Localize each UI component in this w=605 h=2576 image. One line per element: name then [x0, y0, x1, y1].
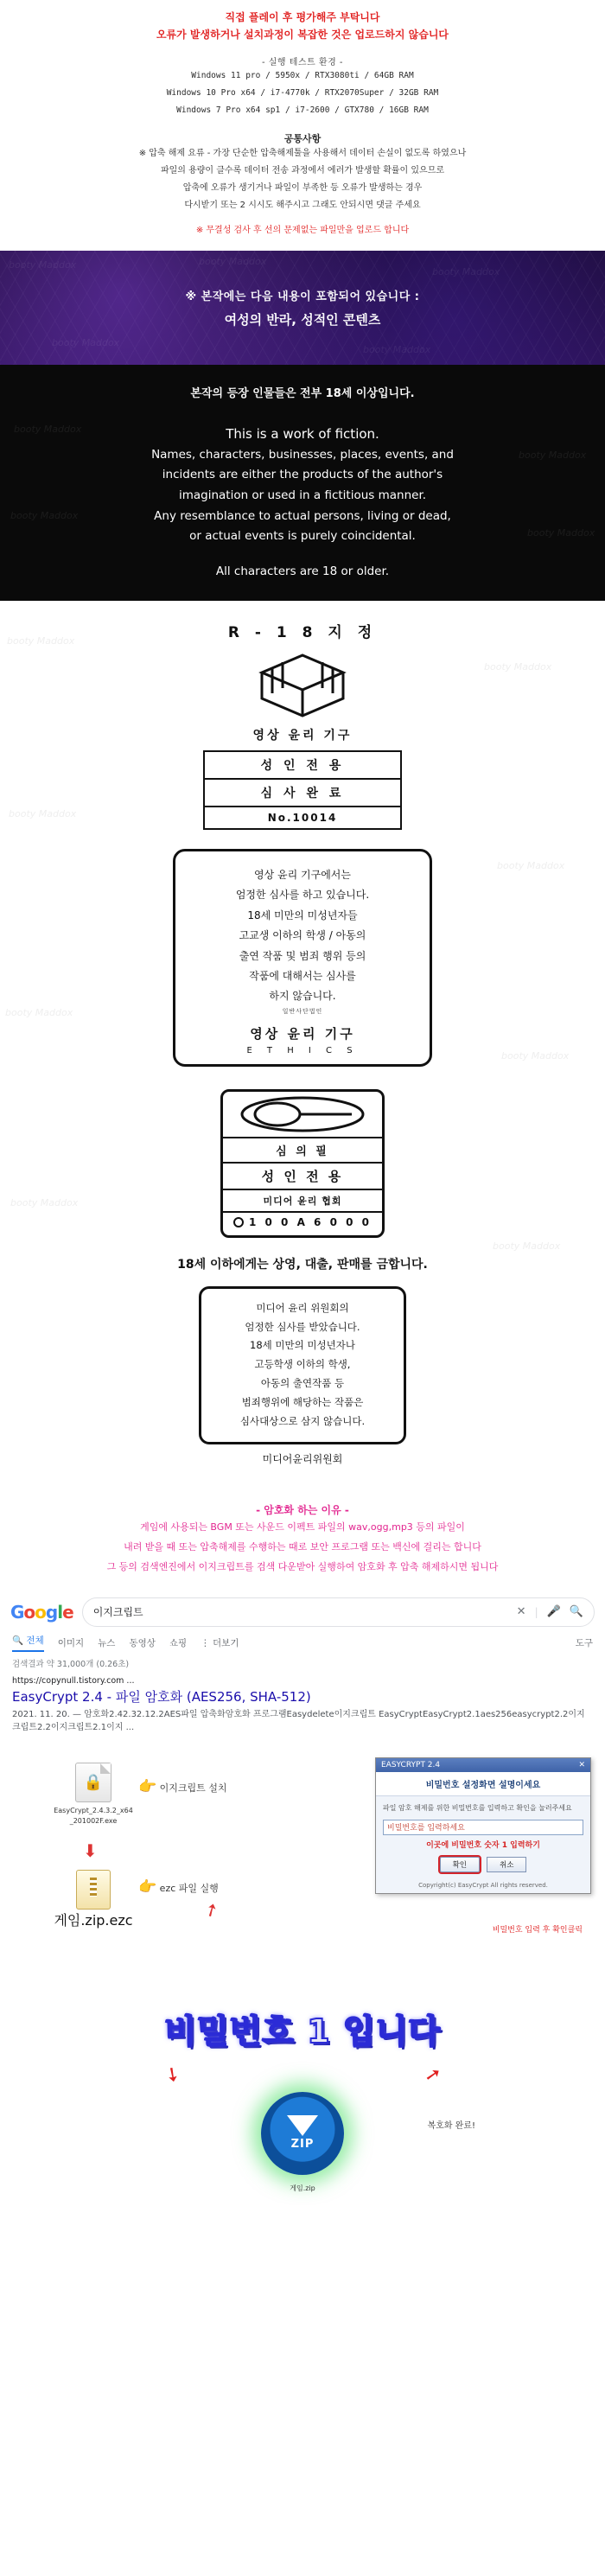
pointing-hand-icon: 👉: [138, 1878, 157, 1896]
installer-file[interactable]: [41, 1763, 145, 1827]
google-tabs: [0, 1627, 605, 1652]
logo-letter: l: [57, 1601, 63, 1623]
password-field[interactable]: [383, 1820, 583, 1835]
seal-row-reviewed: 심 의 필: [223, 1137, 382, 1162]
circle-mark-icon: [233, 1217, 244, 1227]
result-stats: 검색결과 약 31,000개 (0.26초): [12, 1659, 130, 1669]
google-logo: [10, 1602, 73, 1623]
fiction-line-5: Any resemblance to actual persons, living or dead,: [154, 508, 451, 523]
decryption-complete-note: 복호화 완료!: [427, 2120, 475, 2131]
cube-icon: [255, 650, 350, 721]
eth-row-number: No.10014: [205, 806, 400, 828]
common-title: 공통사항: [283, 132, 322, 144]
ethics-word: E T H I C S: [246, 1045, 359, 1055]
ethics-line-2: 엄정한 심사를 하고 있습니다.: [235, 889, 370, 902]
logo-letter: e: [62, 1601, 73, 1623]
notice-red-line-2: 오류가 발생하거나 설치과정이 복잡한 것은 업로드하지 않습니다: [156, 29, 449, 41]
watermark-text: booty Maddox: [14, 423, 82, 435]
tab-all[interactable]: 🔍 전체: [12, 1634, 44, 1652]
dialog-note: 파일 암호 해제를 위한 비밀번호를 입력하고 확인을 눌러주세요: [383, 1803, 572, 1812]
ok-button[interactable]: 확인: [440, 1857, 480, 1872]
r18-title: R - 1 8 지 정: [227, 623, 378, 641]
zip-triangle-glyph: [287, 2115, 318, 2136]
microphone-icon[interactable]: 🎤: [546, 1605, 561, 1619]
watermark-text: booty Maddox: [527, 526, 595, 539]
media-ethics-seal: [220, 1089, 385, 1238]
spec-line-3: Windows 7 Pro x64 sp1 / i7-2600 / GTX780 / 16GB RAM: [176, 105, 429, 115]
watermark-text: booty Maddox: [519, 449, 587, 461]
search-query-text[interactable]: 이지크립트: [92, 1606, 143, 1619]
watermark-text: booty Maddox: [10, 1196, 79, 1208]
spec-line-2: Windows 10 Pro x64 / i7-4770k / RTX2070Super / 32GB RAM: [166, 87, 439, 98]
watermark-text: booty Maddox: [5, 1006, 73, 1018]
ethics-brand: 영상 윤리 기구: [250, 1025, 355, 1042]
dialog-footer: Copyright(c) EasyCrypt All rights reserved.: [418, 1881, 548, 1889]
tab-news[interactable]: 뉴스: [98, 1637, 116, 1648]
installer-file-name: EasyCrypt_2.4.3.2_x64 _201002F.exe: [54, 1806, 133, 1825]
result-title[interactable]: EasyCrypt 2.4 - 파일 암호화 (AES256, SHA-512): [12, 1688, 311, 1705]
close-icon[interactable]: ✕: [578, 1760, 585, 1769]
ethics-line-5: 출연 작품 및 범죄 행위 등의: [239, 949, 366, 962]
result-url[interactable]: https://copynull.tistory.com ...: [12, 1675, 135, 1686]
encryption-reason-title: - 암호화 하는 이유 -: [256, 1503, 349, 1516]
final-file-name: 게임.zip: [290, 2184, 315, 2192]
install-step-label: [138, 1778, 227, 1795]
dialog-body: [376, 1796, 590, 1879]
ethics-line-3: 18세 미만의 미성년자들: [247, 909, 358, 921]
encryption-reason-line-2: 내려 받을 때 또는 압축해제를 수행하는 때로 보안 프로그램 또는 백신에 걸리는 합니다: [124, 1540, 481, 1553]
clear-icon[interactable]: ✕: [516, 1605, 526, 1619]
notice-section: [0, 0, 605, 251]
ethics-line-1: 영상 윤리 기구에서는: [254, 868, 351, 881]
ethics-line-4: 고교생 이하의 학생 / 아동의: [239, 929, 366, 942]
exe-file-icon[interactable]: [75, 1763, 111, 1802]
eth-row-review-complete: 심 사 완 료: [205, 778, 400, 806]
easycrypt-dialog[interactable]: [375, 1757, 591, 1894]
warning-line-3: 본작의 등장 인물들은 전부 18세 이상입니다.: [190, 386, 415, 400]
eth-row-adults-only: 성 인 전 용: [260, 758, 345, 773]
seal-code-text: 1 0 0 A 6 0 0 0: [249, 1215, 372, 1228]
lock-icon: 🔒: [83, 1773, 104, 1792]
age-restriction-warning: 18세 이하에게는 상영, 대출, 판매를 금합니다.: [177, 1257, 428, 1272]
watermark-text: booty Maddox: [363, 343, 431, 355]
encryption-reason-line-1: 게임에 사용되는 BGM 또는 사운드 이펙트 파일의 wav,ogg,mp3 등의 파일이: [140, 1521, 465, 1533]
notice-body-3: 압축에 오류가 생기거나 파일이 부족한 등 오류가 발생하는 경우: [182, 182, 423, 193]
dialog-titlebar: [376, 1758, 590, 1772]
watermark-text: booty Maddox: [484, 660, 552, 673]
password-banner-section: [0, 1999, 605, 2054]
cancel-button[interactable]: 취소: [487, 1857, 526, 1872]
seal-row-adults-only: 성 인 전 용: [223, 1162, 382, 1189]
seal-row-association: 미디어 윤리 협회: [223, 1189, 382, 1211]
curved-arrow-icon: ➘: [159, 2061, 185, 2088]
fiction-disclaimer: [0, 423, 605, 547]
encryption-reason-line-3: 그 등의 검색엔진에서 이지크립트를 검색 다운받아 실행하여 암호화 후 압축 해제하시면 됩니다: [106, 1560, 499, 1572]
ezc-label-text: ezc 파일 실행: [159, 1882, 219, 1894]
tools-button[interactable]: 도구: [575, 1637, 593, 1648]
watermark-text: booty Maddox: [432, 265, 500, 277]
google-search-bar: [0, 1592, 605, 1627]
media-line-4: 고등학생 이하의 학생,: [254, 1358, 351, 1371]
pointing-hand-icon: 👉: [138, 1777, 157, 1795]
diagonal-arrow-icon: ➚: [200, 1897, 223, 1922]
logo-letter: g: [45, 1601, 58, 1623]
decrypted-zip-icon[interactable]: [261, 2092, 344, 2175]
zip-label: ZIP: [290, 2138, 315, 2152]
watermark-text: booty Maddox: [501, 1049, 570, 1062]
fiction-line-2: Names, characters, businesses, places, events, and: [151, 447, 454, 462]
search-result-item[interactable]: [0, 1671, 605, 1735]
tab-videos[interactable]: 동영상: [129, 1637, 156, 1648]
cube-caption: 영상 윤리 기구: [252, 728, 353, 743]
password-field-value[interactable]: 비밀번호를 입력하세요: [387, 1824, 465, 1833]
watermark-text: booty Maddox: [9, 258, 77, 271]
tab-more[interactable]: ⋮ 더보기: [201, 1637, 239, 1648]
ethics-statement-card: [173, 849, 432, 1067]
curved-arrow-icon: ➙: [420, 2061, 446, 2088]
down-arrow-icon: ⬇: [83, 1840, 98, 1861]
fiction-line-1: This is a work of fiction.: [226, 425, 379, 442]
dialog-title-text: EASYCRYPT 2.4: [381, 1760, 441, 1769]
spec-title: - 실행 테스트 환경 -: [261, 57, 344, 67]
ethics-line-6: 작품에 대해서는 심사를: [249, 969, 356, 982]
media-line-3: 18세 미만의 미성년자나: [250, 1339, 355, 1352]
notice-body-4: 다시받기 또는 2 시시도 해주시고 그래도 안되시면 댓글 주세요: [184, 200, 421, 210]
search-icon[interactable]: 🔍: [569, 1605, 583, 1619]
watermark-text: booty Maddox: [9, 807, 77, 819]
seal-row-code: [223, 1211, 382, 1232]
warning-line-1: ※ 본작에는 다음 내용이 포함되어 있습니다 :: [185, 290, 420, 303]
content-warning-section: [0, 251, 605, 601]
ezc-file-icon[interactable]: [76, 1870, 111, 1910]
notice-body-2: 파일의 용량이 클수록 데이터 전송 과정에서 에러가 발생할 확률이 있으므로: [160, 165, 445, 175]
spec-line-1: Windows 11 pro / 5950x / RTX3080ti / 64GB RAM: [191, 70, 414, 80]
logo-letter: G: [10, 1601, 24, 1623]
cube-logo-wrap: [0, 650, 605, 721]
watermark-text: booty Maddox: [7, 634, 75, 647]
notice-red-footer: ※ 무결성 검사 후 선의 문제없는 파일만을 업로드 합니다: [195, 225, 410, 235]
install-label-text: 이지크립트 설치: [159, 1782, 227, 1794]
install-flow-section: [0, 1740, 605, 1999]
media-line-2: 엄정한 심사를 받았습니다.: [245, 1320, 360, 1333]
fiction-line-4: imagination or used in a fictitious manner.: [178, 488, 427, 503]
logo-letter: o: [23, 1601, 35, 1623]
search-input[interactable]: 이지크립트 ✕ | 🎤 🔍: [82, 1597, 595, 1627]
final-result-section: [0, 2054, 605, 2205]
zip-file-name: 게임.zip.ezc: [54, 1911, 133, 1929]
google-search-section: [0, 1585, 605, 1740]
media-ethics-card: [199, 1286, 406, 1444]
watermark-text: booty Maddox: [493, 1240, 561, 1252]
dialog-side-label: 비밀번호 입력 후 확인클릭: [492, 1925, 583, 1935]
dialog-buttons: [383, 1857, 583, 1872]
watermark-text: booty Maddox: [52, 336, 120, 348]
all-characters-notice: All characters are 18 or older.: [215, 564, 390, 578]
ethics-line-7: 하지 않습니다.: [269, 990, 336, 1003]
zipper-graphic: [90, 1878, 97, 1897]
warning-line-2: 여성의 반라, 성적인 콘텐츠: [224, 311, 381, 328]
media-line-5: 아동의 출연작품 등: [260, 1377, 345, 1390]
result-snippet: 2021. 11. 20. — 암호화2.42.32.12.2AES파일 압축화암호화 프로그램Easydelete이지크립트 EasyCryptEasyCrypt2.1aes256easycrypt2.2이지크립트2.2이지크립트2.1이지 ...: [12, 1709, 585, 1733]
encryption-reason-section: [0, 1483, 605, 1585]
fiction-line-6: or actual events is purely coincidental.: [189, 529, 416, 544]
hex-pattern-banner: [0, 251, 605, 365]
encrypted-zip-file[interactable]: [41, 1870, 145, 1929]
media-line-1: 미디어 윤리 위원회의: [256, 1301, 349, 1314]
watermark-text: booty Maddox: [497, 859, 565, 871]
notice-red-line-1: 직접 플레이 후 평가해주 부탁니다: [225, 11, 380, 23]
watermark-text: booty Maddox: [10, 509, 79, 521]
media-line-6: 범죄행위에 해당하는 작품은: [241, 1395, 364, 1408]
notice-body-1: ※ 압축 해제 요류 - 가장 단순한 압축해제툴을 사용해서 데이터 손실이 없도록 하였으나: [138, 148, 467, 158]
ethics-brand-sub: 일반사단법인: [282, 1007, 323, 1015]
eth-approval-box: [203, 750, 402, 830]
dialog-heading: 비밀번호 설정화면 설명이세요: [376, 1772, 590, 1796]
fiction-line-3: incidents are either the products of the author's: [162, 468, 443, 482]
password-hint-overlay: 이곳에 비밀번호 숫자 1 입력하기: [426, 1840, 540, 1850]
rating-marks-section: [0, 601, 605, 1483]
tab-images[interactable]: 이미지: [57, 1637, 85, 1648]
watermark-text: booty Maddox: [199, 255, 267, 267]
logo-letter: o: [35, 1601, 46, 1623]
media-brand: 미디어윤리위원회: [262, 1452, 343, 1465]
tab-shopping[interactable]: 쇼핑: [169, 1637, 188, 1648]
ezc-step-label: [138, 1878, 219, 1896]
password-banner: 비밀번호 1 입니다: [164, 2012, 441, 2050]
media-line-7: 심사대상으로 삼지 않습니다.: [239, 1414, 366, 1427]
seal-ellipse-icon: [223, 1092, 382, 1137]
